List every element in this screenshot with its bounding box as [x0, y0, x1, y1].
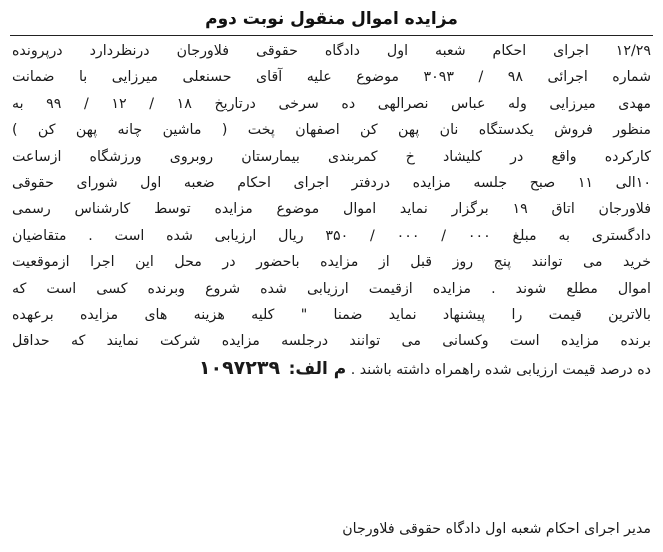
body-line: منظور فروش یکدستگاه نان پهن کن اصفهان پخت ( ماشین چانه پهن کن )	[12, 122, 651, 139]
body-line-last	[12, 355, 651, 381]
body-line: کارکرده واقع در کلیشاد خ کمربندی بیمارستان روبروی ورزشگاه ازساعت	[12, 148, 651, 165]
body-line-text: ده درصد قیمت ارزیابی شده راهمراه داشته باشند .	[350, 361, 651, 378]
body-line: ۱۲/۲۹ اجرای احکام شعبه اول دادگاه حقوقی فلاورجان درنظردارد درپرونده	[12, 43, 651, 59]
body-line: بالاترین قیمت را پیشنهاد نماید ضمنا " کلیه هزینه های مزایده برعهده	[12, 306, 651, 323]
notice-title: مزایده اموال منقول نوبت دوم	[205, 9, 458, 29]
body-line: ۱۰الی ۱۱ صبح جلسه مزایده دردفتر اجرای احکام ضعبه اول شورای حقوقی	[12, 174, 651, 191]
body-line: خرید می توانند پنج روز قبل از مزایده باحضور در محل این اجرا ازموقعیت	[12, 254, 651, 271]
body-line: اموال مطلع شوند . مزایده ازقیمت ارزیابی شده شروع وبرنده کسی است که	[12, 280, 651, 297]
body-line: فلاورجان اتاق ۱۹ برگزار نماید اموال موضوع مزایده توسط کارشناس رسمی	[12, 201, 651, 218]
notice-body	[12, 38, 651, 381]
notice-signature: مدیر اجرای احکام شعبه اول دادگاه حقوقی فلاورجان	[342, 521, 651, 537]
reference-number: ۱۰۹۷۲۳۹	[198, 356, 281, 379]
body-line: برنده مزایده است وکسانی می توانند درجلسه مزایده شرکت نمایند که حداقل	[12, 333, 651, 350]
body-line: مهدی میرزایی وله عباس نصرالهی ده سرخی درتاریخ ۱۸ / ۱۲ / ۹۹ به	[12, 95, 651, 112]
title-divider	[10, 35, 653, 36]
body-line: دادگستری به مبلغ ۰۰۰ / ۰۰۰ / ۳۵۰ ریال ارزیابی شده است . متقاضیان	[12, 227, 651, 244]
reference-label: م الف:	[288, 358, 347, 379]
body-line: شماره اجرائی ۹۸ / ۳۰۹۳ موضوع علیه آقای حسنعلی میرزایی با ضمانت	[12, 69, 651, 86]
